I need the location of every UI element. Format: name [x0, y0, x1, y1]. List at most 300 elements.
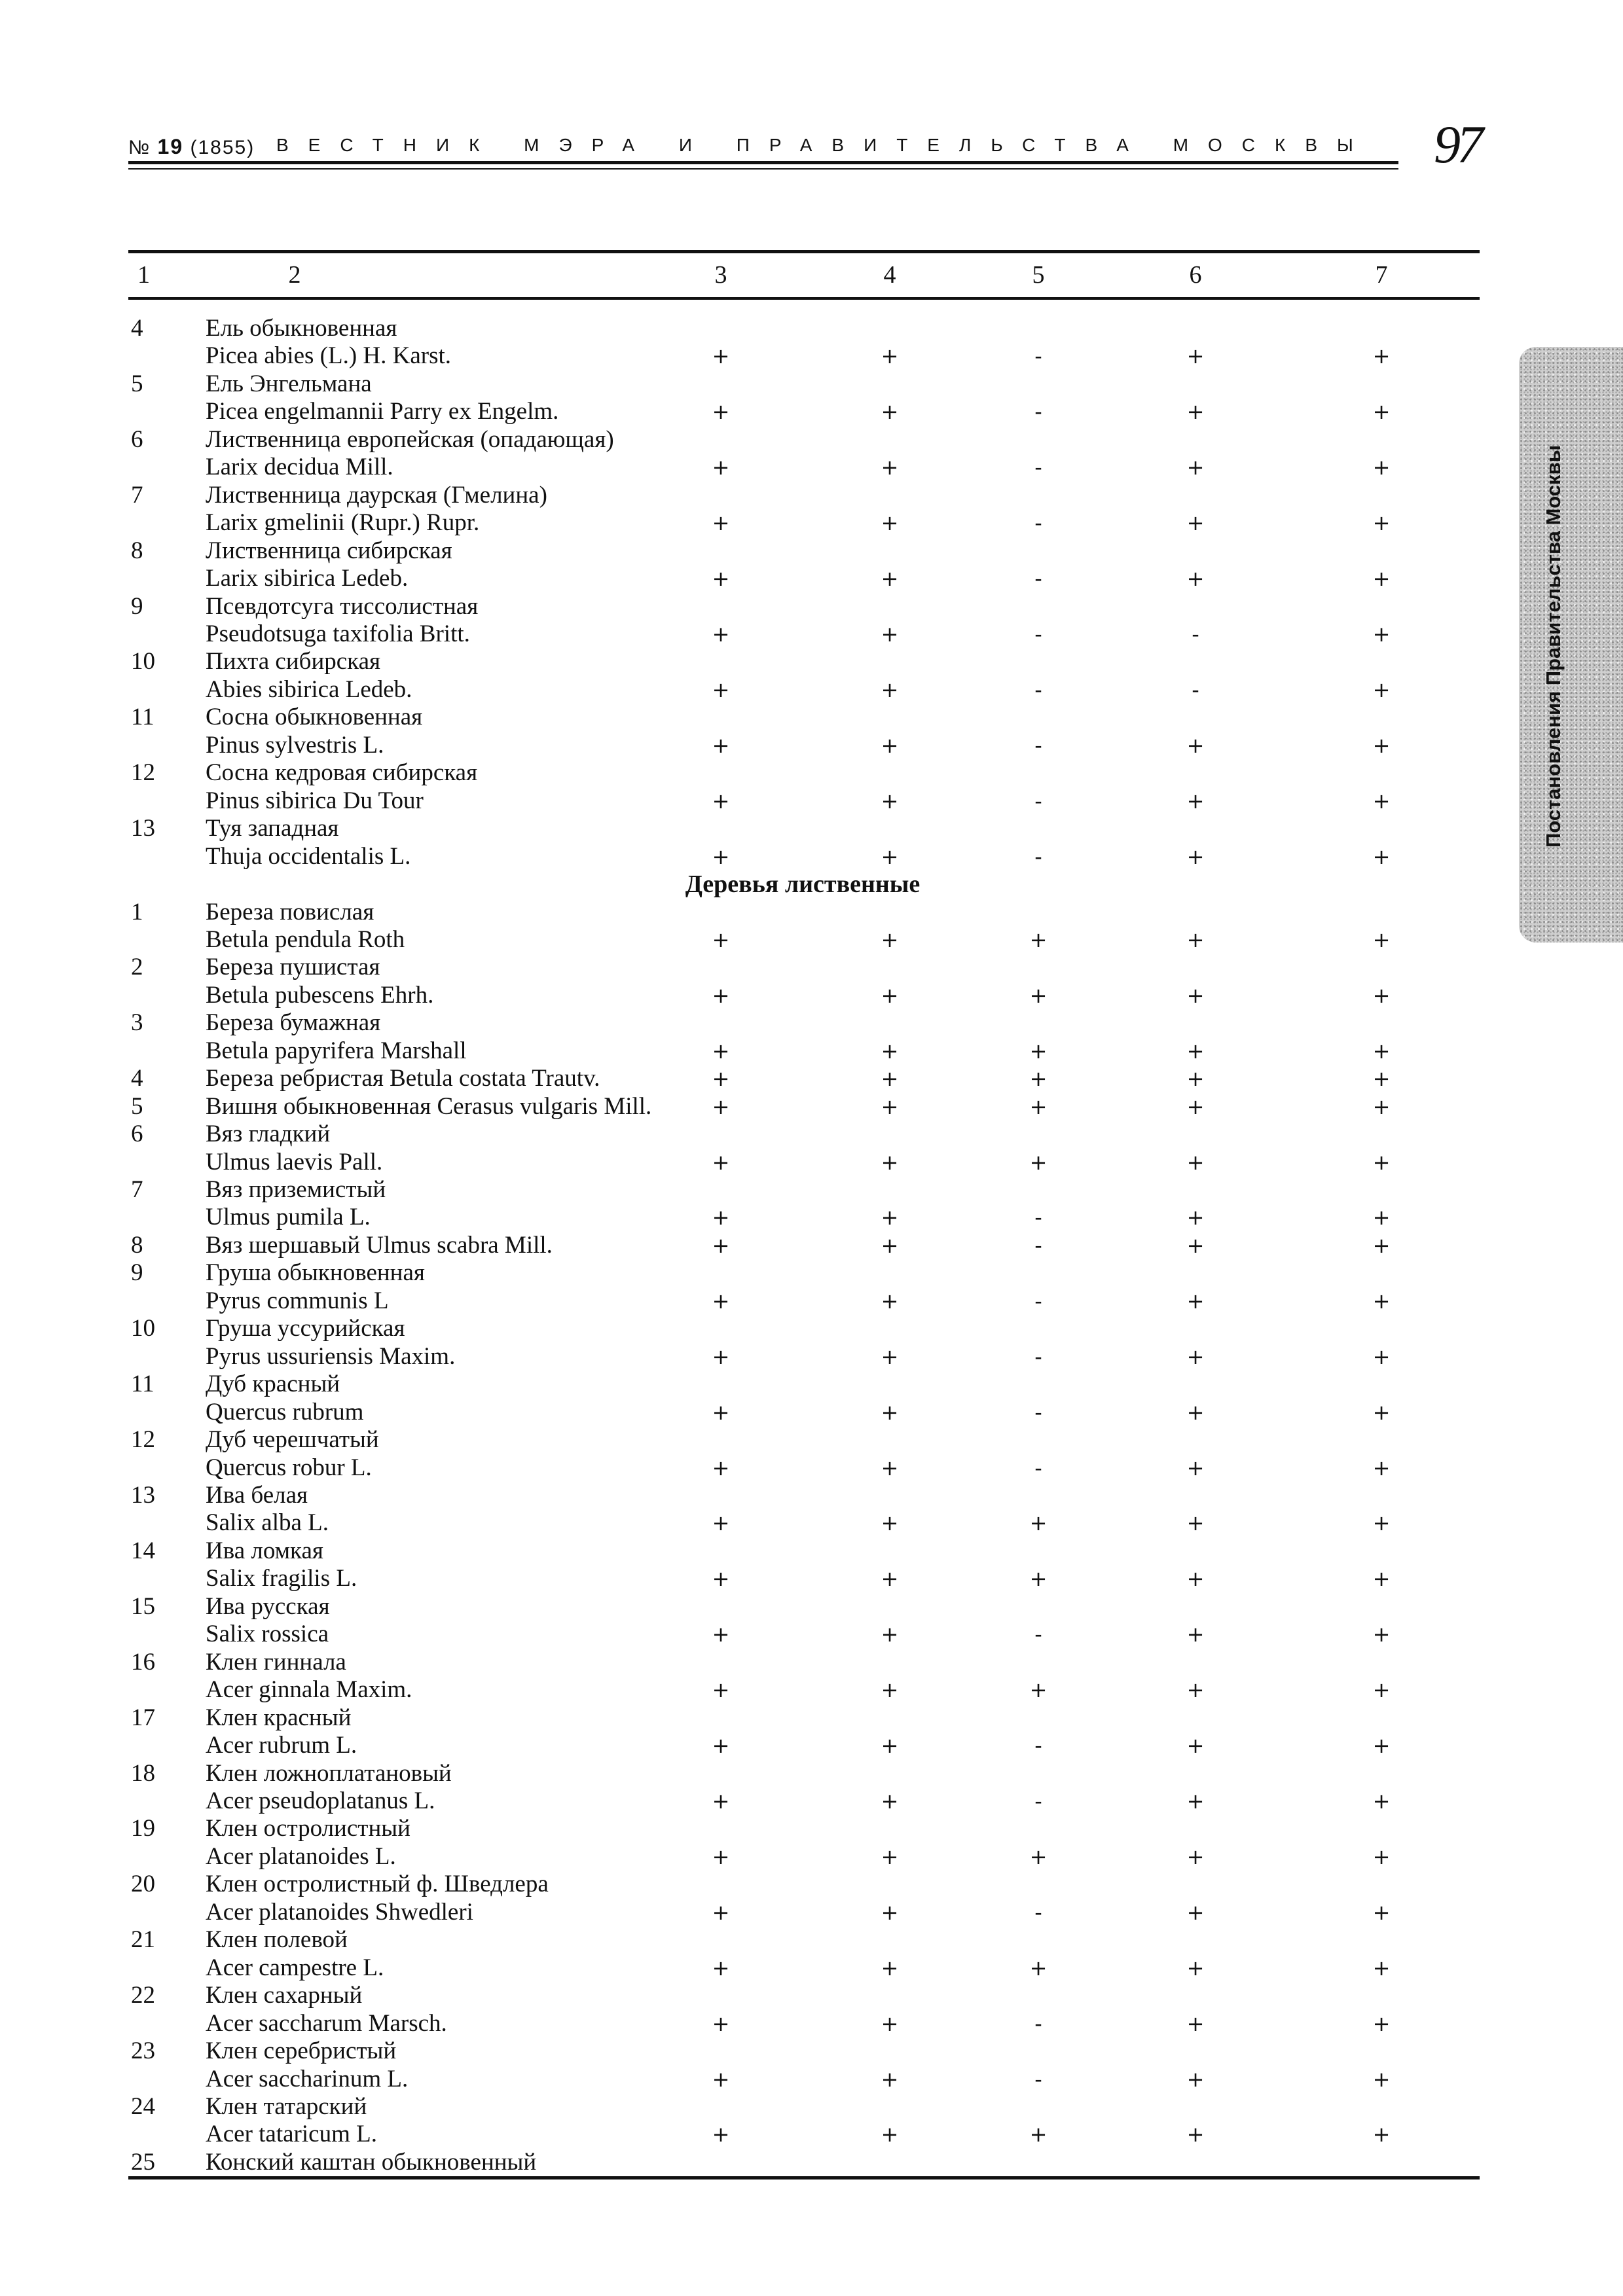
row-number: 4: [131, 1065, 143, 1092]
mark-column-6: -: [1192, 677, 1199, 702]
table-row: [128, 537, 1480, 593]
species-latin-name: Quercus robur L.: [206, 1454, 372, 1481]
mark-column-7: +: [1372, 2066, 1391, 2092]
species-name: [206, 815, 1480, 870]
species-russian-name: Береза повислая: [206, 898, 374, 925]
mark-column-4: +: [881, 2011, 899, 2036]
mark-column-6: +: [1186, 1288, 1205, 1314]
species-latin-name: Salix alba L.: [206, 1509, 329, 1537]
mark-column-5: -: [1034, 788, 1042, 814]
mark-column-4: +: [881, 732, 899, 758]
species-name: [206, 2037, 1480, 2093]
species-russian-name: Дуб черешчатый: [206, 1426, 379, 1454]
mark-column-6: -: [1192, 621, 1199, 647]
column-header-6: 6: [1189, 261, 1202, 289]
species-name: [206, 1815, 1480, 1871]
row-number: 12: [131, 1426, 155, 1454]
table-row: [128, 2149, 1480, 2176]
mark-column-5: +: [1029, 1149, 1048, 1175]
species-name: [206, 1982, 1480, 2037]
row-number: 1: [131, 898, 143, 925]
side-tab-label: Постановления Правительства Москвы: [1542, 444, 1565, 848]
species-latin-name: Larix sibirica Ledeb.: [206, 565, 409, 592]
mark-column-6: +: [1186, 1789, 1205, 1814]
table-row: [128, 1176, 1480, 1232]
mark-column-7: +: [1372, 1149, 1391, 1175]
row-number: 13: [131, 1482, 155, 1509]
mark-column-4: +: [881, 844, 899, 869]
mark-column-6: +: [1186, 927, 1205, 952]
mark-column-7: +: [1372, 1066, 1391, 1092]
mark-column-4: +: [881, 1399, 899, 1425]
mark-column-4: +: [881, 1733, 899, 1759]
species-russian-name: Береза пушистая: [206, 954, 380, 981]
mark-column-5: -: [1034, 732, 1042, 758]
row-number: 18: [131, 1759, 155, 1787]
mark-column-4: +: [881, 1566, 899, 1592]
mark-column-4: +: [881, 1038, 899, 1064]
mark-column-7: +: [1372, 1622, 1391, 1647]
species-latin-name: Quercus rubrum: [206, 1398, 364, 1426]
mark-column-6: +: [1186, 1205, 1205, 1230]
mark-column-7: +: [1372, 982, 1391, 1008]
mark-column-7: +: [1372, 788, 1391, 814]
row-number: 7: [131, 1176, 143, 1204]
mark-column-6: +: [1186, 788, 1205, 814]
mark-column-3: +: [712, 1844, 730, 1869]
table-row: [128, 1232, 1480, 1259]
mark-column-4: +: [881, 1511, 899, 1536]
mark-column-4: +: [881, 621, 899, 647]
table-row: [128, 648, 1480, 704]
journal-title: ВЕСТНИК МЭРА И ПРАВИТЕЛЬСТВА МОСКВЫ: [276, 135, 1373, 155]
mark-column-7: +: [1372, 344, 1391, 369]
species-latin-name: Acer saccharum Marsch.: [206, 2009, 447, 2037]
mark-column-4: +: [881, 927, 899, 952]
mark-column-4: +: [881, 1094, 899, 1119]
mark-column-5: -: [1034, 1789, 1042, 1814]
species-name: [206, 1315, 1480, 1371]
mark-column-3: +: [712, 1677, 730, 1703]
mark-column-7: +: [1372, 1789, 1391, 1814]
species-name: [206, 1704, 1480, 1760]
mark-column-3: +: [712, 1288, 730, 1314]
mark-column-4: +: [881, 2122, 899, 2147]
species-latin-name: Betula pubescens Ehrh.: [206, 981, 434, 1009]
section-heading-row: [128, 870, 1480, 898]
mark-column-3: +: [712, 788, 730, 814]
header-rule-thin: [128, 168, 1398, 170]
mark-column-3: +: [712, 1511, 730, 1536]
species-name: [206, 1871, 1480, 1926]
species-name: [206, 593, 1480, 649]
mark-column-4: +: [881, 2066, 899, 2092]
species-name: [206, 648, 1480, 704]
mark-column-3: +: [712, 2122, 730, 2147]
row-number: 12: [131, 759, 155, 787]
species-name: [206, 1760, 1480, 1816]
mark-column-7: +: [1372, 927, 1391, 952]
table-row: [128, 899, 1480, 954]
table-row: [128, 1537, 1480, 1593]
mark-column-6: +: [1186, 511, 1205, 536]
table-row: [128, 1093, 1480, 1121]
mark-column-7: +: [1372, 2011, 1391, 2036]
mark-column-7: +: [1372, 566, 1391, 592]
species-russian-name: Клен гиннала: [206, 1648, 346, 1676]
mark-column-3: +: [712, 1066, 730, 1092]
species-latin-name: Acer ginnala Maxim.: [206, 1676, 412, 1704]
species-latin-name: Pyrus ussuriensis Maxim.: [206, 1342, 456, 1370]
mark-column-5: -: [1034, 1899, 1042, 1925]
mark-column-4: +: [881, 455, 899, 480]
mark-column-4: +: [881, 1677, 899, 1703]
mark-column-6: +: [1186, 566, 1205, 592]
mark-column-3: +: [712, 982, 730, 1008]
table-row: [128, 315, 1480, 370]
mark-column-6: +: [1186, 1399, 1205, 1425]
row-number: 8: [131, 537, 143, 564]
mark-column-3: +: [712, 1205, 730, 1230]
table-row: [128, 370, 1480, 426]
mark-column-3: +: [712, 677, 730, 702]
mark-column-3: +: [712, 455, 730, 480]
table-row: [128, 1871, 1480, 1926]
species-russian-name: Дуб красный: [206, 1371, 340, 1398]
row-number: 7: [131, 481, 143, 509]
mark-column-6: +: [1186, 1232, 1205, 1258]
mark-column-3: +: [712, 621, 730, 647]
mark-column-6: +: [1186, 399, 1205, 425]
mark-column-5: -: [1034, 566, 1042, 592]
species-russian-name: Вяз гладкий: [206, 1121, 331, 1148]
mark-column-6: +: [1186, 2122, 1205, 2147]
species-latin-name: Acer rubrum L.: [206, 1732, 357, 1759]
species-name: [206, 1065, 1480, 1092]
species-russian-name: Груша уссурийская: [206, 1315, 405, 1342]
row-number: 20: [131, 1871, 155, 1898]
species-russian-name: Вяз приземистый: [206, 1176, 386, 1204]
species-name: [206, 1482, 1480, 1537]
species-latin-name: Pinus sibirica Du Tour: [206, 787, 424, 814]
mark-column-4: +: [881, 1789, 899, 1814]
table-row: [128, 593, 1480, 649]
species-latin-name: Pyrus communis L: [206, 1287, 389, 1314]
species-russian-name: Береза ребристая Betula costata Trautv.: [206, 1065, 600, 1092]
mark-column-7: +: [1372, 844, 1391, 869]
mark-column-6: +: [1186, 1899, 1205, 1925]
row-number: 8: [131, 1231, 143, 1259]
mark-column-3: +: [712, 1038, 730, 1064]
species-russian-name: Сосна кедровая сибирская: [206, 759, 478, 787]
mark-column-3: +: [712, 1149, 730, 1175]
species-russian-name: Псевдотсуга тиссолистная: [206, 592, 479, 620]
mark-column-5: +: [1029, 1566, 1048, 1592]
species-name: [206, 1593, 1480, 1649]
mark-column-4: +: [881, 677, 899, 702]
species-russian-name: Клен сахарный: [206, 1982, 363, 2009]
table-row: [128, 1815, 1480, 1871]
mark-column-5: +: [1029, 1844, 1048, 1869]
row-number: 9: [131, 592, 143, 620]
mark-column-5: +: [1029, 1066, 1048, 1092]
row-number: 13: [131, 815, 155, 842]
species-russian-name: Ива белая: [206, 1482, 308, 1509]
mark-column-3: +: [712, 1789, 730, 1814]
mark-column-3: +: [712, 732, 730, 758]
row-number: 22: [131, 1982, 155, 2009]
species-russian-name: Вяз шершавый Ulmus scabra Mill.: [206, 1231, 553, 1259]
row-number: 10: [131, 648, 155, 675]
species-russian-name: Лиственница сибирская: [206, 537, 452, 564]
mark-column-7: +: [1372, 1344, 1391, 1369]
column-header-2: 2: [288, 261, 301, 289]
table-row: [128, 1426, 1480, 1482]
mark-column-7: +: [1372, 1733, 1391, 1759]
species-latin-name: Acer saccharinum L.: [206, 2065, 409, 2092]
mark-column-5: -: [1034, 344, 1042, 369]
mark-column-5: -: [1034, 844, 1042, 869]
mark-column-5: -: [1034, 1288, 1042, 1314]
mark-column-6: +: [1186, 1677, 1205, 1703]
species-russian-name: Груша обыкновенная: [206, 1259, 425, 1287]
table-row: [128, 1371, 1480, 1426]
table-bottom-rule: [128, 2176, 1480, 2179]
row-number: 19: [131, 1815, 155, 1842]
table-row: [128, 1982, 1480, 2037]
mark-column-5: +: [1029, 927, 1048, 952]
mark-column-4: +: [881, 1232, 899, 1258]
mark-column-6: +: [1186, 1455, 1205, 1480]
mark-column-4: +: [881, 1149, 899, 1175]
row-number: 23: [131, 2037, 155, 2065]
mark-column-3: +: [712, 399, 730, 425]
mark-column-4: +: [881, 1844, 899, 1869]
species-russian-name: Пихта сибирская: [206, 648, 381, 675]
mark-column-7: +: [1372, 2122, 1391, 2147]
mark-column-7: +: [1372, 1844, 1391, 1869]
section-side-tab: [1519, 347, 1623, 942]
species-name: [206, 1121, 1480, 1176]
mark-column-5: +: [1029, 1038, 1048, 1064]
row-number: 5: [131, 370, 143, 397]
mark-column-7: +: [1372, 511, 1391, 536]
table-header-row: [128, 257, 1480, 293]
species-latin-name: Larix decidua Mill.: [206, 454, 393, 481]
table-row: [128, 759, 1480, 815]
mark-column-6: +: [1186, 844, 1205, 869]
species-name: [206, 1649, 1480, 1704]
species-latin-name: Acer tataricum L.: [206, 2121, 377, 2148]
species-name: [206, 899, 1480, 954]
table-row: [128, 1315, 1480, 1371]
species-name: [206, 1232, 1480, 1259]
mark-column-3: +: [712, 1344, 730, 1369]
mark-column-3: +: [712, 344, 730, 369]
mark-column-5: +: [1029, 1677, 1048, 1703]
mark-column-6: +: [1186, 1511, 1205, 1536]
mark-column-4: +: [881, 1622, 899, 1647]
species-name: [206, 954, 1480, 1009]
species-name: [206, 426, 1480, 482]
species-russian-name: Конский каштан обыкновенный: [206, 2148, 537, 2176]
mark-column-4: +: [881, 788, 899, 814]
table-row: [128, 1649, 1480, 1704]
issue-number: 19: [157, 135, 184, 158]
table-header-rule: [128, 297, 1480, 300]
mark-column-6: +: [1186, 1094, 1205, 1119]
mark-column-3: +: [712, 511, 730, 536]
row-number: 3: [131, 1009, 143, 1037]
species-russian-name: Ель обыкновенная: [206, 315, 397, 342]
table-row: [128, 1121, 1480, 1176]
species-latin-name: Thuja occidentalis L.: [206, 842, 411, 870]
table-row: [128, 1760, 1480, 1816]
row-number: 11: [131, 704, 155, 731]
species-latin-name: Salix rossica: [206, 1621, 329, 1648]
mark-column-5: -: [1034, 511, 1042, 536]
species-russian-name: Лиственница европейская (опадающая): [206, 425, 614, 453]
species-russian-name: Ель Энгельмана: [206, 370, 372, 397]
section-heading: Деревья лиственные: [685, 870, 921, 899]
mark-column-5: -: [1034, 1344, 1042, 1369]
row-number: 6: [131, 425, 143, 453]
species-latin-name: Picea engelmannii Parry ex Engelm.: [206, 398, 559, 425]
mark-column-7: +: [1372, 399, 1391, 425]
species-russian-name: Клен красный: [206, 1704, 352, 1731]
issue-prefix: №: [128, 137, 158, 158]
species-name: [206, 315, 1480, 370]
species-latin-name: Ulmus pumila L.: [206, 1204, 371, 1231]
row-number: 15: [131, 1592, 155, 1620]
mark-column-5: -: [1034, 677, 1042, 702]
row-number: 25: [131, 2148, 155, 2176]
species-name: [206, 2149, 1480, 2176]
mark-column-4: +: [881, 1205, 899, 1230]
mark-column-7: +: [1372, 677, 1391, 702]
species-latin-name: Acer campestre L.: [206, 1954, 384, 1981]
table-row: [128, 426, 1480, 482]
mark-column-4: +: [881, 1455, 899, 1480]
mark-column-7: +: [1372, 732, 1391, 758]
table-row: [128, 1704, 1480, 1760]
row-number: 17: [131, 1704, 155, 1731]
page-number: 97: [1434, 115, 1480, 174]
species-name: [206, 1371, 1480, 1426]
mark-column-5: +: [1029, 1094, 1048, 1119]
row-number: 24: [131, 2092, 155, 2120]
row-number: 16: [131, 1648, 155, 1676]
species-latin-name: Abies sibirica Ledeb.: [206, 675, 412, 703]
species-name: [206, 370, 1480, 426]
row-number: 21: [131, 1926, 155, 1954]
mark-column-5: -: [1034, 455, 1042, 480]
species-russian-name: Сосна обыкновенная: [206, 704, 423, 731]
mark-column-5: -: [1034, 1455, 1042, 1480]
mark-column-4: +: [881, 511, 899, 536]
mark-column-3: +: [712, 1399, 730, 1425]
mark-column-6: +: [1186, 1149, 1205, 1175]
species-name: [206, 2093, 1480, 2149]
species-latin-name: Pseudotsuga taxifolia Britt.: [206, 620, 470, 647]
header-rule-thick: [128, 161, 1398, 164]
mark-column-5: +: [1029, 1955, 1048, 1981]
species-latin-name: Pinus sylvestris L.: [206, 731, 384, 759]
species-name: [206, 482, 1480, 537]
species-russian-name: Береза бумажная: [206, 1009, 381, 1037]
mark-column-7: +: [1372, 1094, 1391, 1119]
mark-column-3: +: [712, 2011, 730, 2036]
mark-column-6: +: [1186, 1955, 1205, 1981]
mark-column-6: +: [1186, 1844, 1205, 1869]
mark-column-4: +: [881, 566, 899, 592]
species-name: [206, 537, 1480, 593]
row-number: 14: [131, 1537, 155, 1564]
mark-column-4: +: [881, 1288, 899, 1314]
table-body: [128, 315, 1480, 2176]
mark-column-5: -: [1034, 1622, 1042, 1647]
mark-column-5: -: [1034, 1205, 1042, 1230]
mark-column-7: +: [1372, 1038, 1391, 1064]
mark-column-6: +: [1186, 1566, 1205, 1592]
row-number: 5: [131, 1092, 143, 1120]
species-name: [206, 1259, 1480, 1315]
species-latin-name: Acer platanoides Shwedleri: [206, 1898, 473, 1926]
mark-column-6: +: [1186, 2011, 1205, 2036]
mark-column-6: +: [1186, 1344, 1205, 1369]
species-latin-name: Acer platanoides L.: [206, 1842, 396, 1870]
mark-column-5: -: [1034, 1733, 1042, 1759]
issue-label: [128, 135, 255, 159]
mark-column-3: +: [712, 844, 730, 869]
mark-column-6: +: [1186, 1066, 1205, 1092]
species-russian-name: Вишня обыкновенная Cerasus vulgaris Mill.: [206, 1092, 652, 1120]
mark-column-3: +: [712, 1566, 730, 1592]
species-russian-name: Ива ломкая: [206, 1537, 323, 1564]
species-latin-name: Larix gmelinii (Rupr.) Rupr.: [206, 509, 480, 537]
mark-column-3: +: [712, 1899, 730, 1925]
row-number: 9: [131, 1259, 143, 1287]
species-russian-name: Клен полевой: [206, 1926, 348, 1954]
mark-column-4: +: [881, 1344, 899, 1369]
row-number: 11: [131, 1371, 155, 1398]
issue-suffix: (1855): [183, 137, 255, 158]
species-name: [206, 1176, 1480, 1232]
table-row: [128, 2037, 1480, 2093]
column-header-1: 1: [137, 261, 150, 289]
mark-column-7: +: [1372, 1955, 1391, 1981]
table-row: [128, 2093, 1480, 2149]
row-number: 4: [131, 315, 143, 342]
column-header-4: 4: [883, 261, 896, 289]
mark-column-3: +: [712, 2066, 730, 2092]
mark-column-7: +: [1372, 1677, 1391, 1703]
table-top-rule: [128, 250, 1480, 253]
species-russian-name: Клен татарский: [206, 2092, 367, 2120]
mark-column-6: +: [1186, 982, 1205, 1008]
mark-column-7: +: [1372, 1232, 1391, 1258]
species-latin-name: Salix fragilis L.: [206, 1565, 357, 1592]
mark-column-4: +: [881, 1066, 899, 1092]
mark-column-5: +: [1029, 1511, 1048, 1536]
table-row: [128, 482, 1480, 537]
mark-column-6: +: [1186, 1038, 1205, 1064]
table-row: [128, 1065, 1480, 1092]
species-name: [206, 1926, 1480, 1982]
species-latin-name: Acer pseudoplatanus L.: [206, 1787, 435, 1814]
mark-column-4: +: [881, 1955, 899, 1981]
mark-column-3: +: [712, 566, 730, 592]
